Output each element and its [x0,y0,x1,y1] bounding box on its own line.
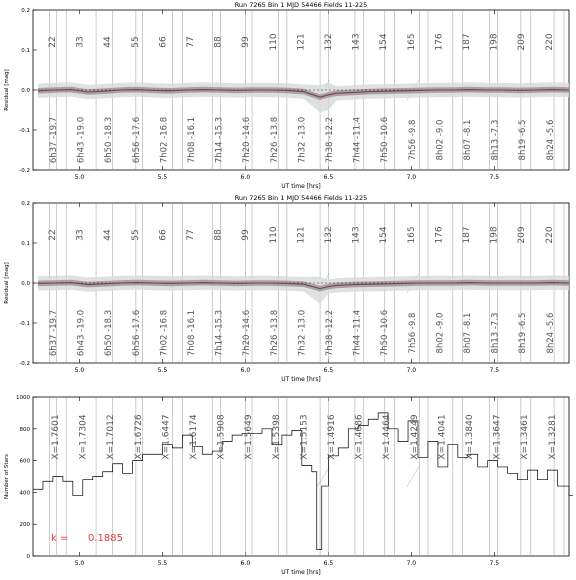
panel-3-y-tick-label: 800 [19,426,30,433]
airmass-label: X=1.4249 [409,414,420,460]
airmass-label: X=1.7012 [106,414,117,460]
panel-1-coordinate-label: 7h56 -9.8 [407,119,418,161]
panel-2-field-number: 33 [75,229,86,241]
panel-2-field-number: 220 [544,226,555,244]
panel-1-field-number: 33 [75,36,86,48]
airmass-label: X=1.7601 [51,414,61,460]
panel-1-x-tick-label: 6.0 [240,174,251,181]
panel-1-x-tick-label: 7.0 [406,174,417,181]
panel-2-field-number: 121 [296,226,307,244]
panel-1-field-number: 143 [351,33,362,51]
panel-1-field-number: 176 [434,33,445,51]
panel-2-field-number: 187 [462,226,472,244]
panel-1-coordinate-label: 7h08 -16.1 [187,116,197,164]
airmass-label: X=1.5908 [216,414,227,460]
panel-1-coordinate-label: 7h26 -13.8 [269,116,280,164]
airmass-label: X=1.3281 [547,414,558,460]
panel-1-field-number: 77 [186,36,196,48]
panel-1-field-number: 198 [489,33,500,51]
panel-3-x-tick-label: 5.5 [157,560,168,567]
panel-2-coordinate-label: 7h20 -14.6 [242,309,253,357]
panel-1-field-number: 121 [296,33,307,51]
panel-1-field-number: 132 [324,33,334,51]
panel-2-x-tick-label: 7.0 [406,367,417,374]
panel-1-x-tick-label: 5.0 [74,174,85,181]
panel-1-coordinate-label: 6h56 -17.6 [131,116,142,164]
panel-2-y-tick-label: -0.1 [19,321,30,327]
panel-1-field-number: 220 [544,33,555,51]
panel-1-y-tick-label: 0.0 [21,88,30,94]
airmass-label: X=1.4686 [354,414,365,460]
panel-2-field-number: 198 [489,226,500,244]
panel-1-coordinate-label: 7h44 -11.4 [352,116,363,164]
panel-2-field-number: 110 [268,226,279,244]
panel-1-coordinate-label: 6h50 -18.3 [104,116,115,164]
panel-2-coordinate-label: 6h50 -18.3 [104,309,115,357]
panel-2-field-number: 176 [434,226,445,244]
panel-1-coordinate-label: 6h37 -19.7 [49,116,59,164]
airmass-label: X=1.5153 [299,414,310,460]
panel-2-field-number: 154 [379,226,390,244]
panel-2-x-tick-label: 5.0 [74,367,85,374]
panel-2-coordinate-label: 6h43 -19.0 [76,309,87,357]
panel-2-coordinate-label: 7h38 -12.2 [325,309,335,357]
airmass-label: X=1.4916 [327,414,337,460]
panel-2-x-tick-label: 6.5 [323,367,334,374]
panel-3-y-axis-label: Number of Stars [4,453,10,500]
panel-1-coordinate-label: 8h07 -8.1 [463,119,473,161]
panel-2-x-axis-label: UT time [hrs] [281,376,321,383]
panel-2-field-number: 44 [103,229,114,241]
panel-2-coordinate-label: 7h26 -13.8 [269,309,280,357]
panel-1-title: Run 7265 Bin 1 MJD 54466 Fields 11-225 [234,1,368,9]
panel-2-field-number: 132 [324,226,334,244]
panel-3-x-tick-label: 5.0 [74,560,85,567]
panel-1-x-tick-label: 6.5 [323,174,334,181]
airmass-label: X=1.5649 [244,414,255,460]
panel-3-x-tick-label: 6.0 [240,560,251,567]
panel-1-y-axis-label: Residual [mag] [4,69,10,111]
panel-2-coordinate-label: 7h08 -16.1 [187,309,197,357]
panel-1-coordinate-label: 8h24 -5.6 [545,119,556,161]
panel-1-field-number: 165 [406,33,417,51]
panel-2-y-tick-label: 0.0 [21,281,30,287]
panel-1-field-number: 110 [268,33,279,51]
panel-3-x-tick-label: 7.0 [406,560,417,567]
panel-1-coordinate-label: 7h38 -12.2 [325,116,335,164]
panel-2-field-number: 66 [158,229,169,241]
panel-1-field-number: 22 [48,36,58,48]
panel-2-coordinate-label: 7h50 -10.6 [380,309,391,357]
panel-3-x-tick-label: 6.5 [323,560,334,567]
airmass-label: X=1.3840 [465,414,475,460]
panel-1-coordinate-label: 6h43 -19.0 [76,116,87,164]
panel-1-y-tick-label: 0.2 [21,8,30,14]
panel-2-y-tick-label: -0.2 [19,361,30,367]
panel-3-x-axis-label: UT time [hrs] [281,569,321,576]
panel-1-x-axis-label: UT time [hrs] [281,183,321,190]
panel-2-coordinate-label: 7h44 -11.4 [352,309,363,357]
extinction-coefficient-label: k = [51,533,69,544]
panel-2-y-tick-label: 0.2 [21,201,30,207]
panel-1-field-number: 99 [241,36,252,48]
panel-1-field-number: 154 [379,33,390,51]
panel-1-coordinate-label: 8h13 -7.3 [490,119,501,161]
airmass-label: X=1.4041 [437,414,448,460]
airmass-label: X=1.3647 [492,414,503,460]
airmass-label: X=1.5398 [271,414,282,460]
panel-1-coordinate-label: 7h14 -15.3 [214,116,225,164]
panel-1-y-tick-label: -0.2 [19,168,30,174]
panel-1-coordinate-label: 7h02 -16.8 [159,116,170,164]
extinction-coefficient-value: 0.1885 [88,533,123,544]
airmass-label: X=1.3461 [520,414,531,460]
panel-3-diagonal-mark [407,467,419,487]
panel-2-field-number: 143 [351,226,362,244]
panel-2-field-number: 22 [48,229,58,241]
panel-3-y-tick-label: 1000 [16,395,30,401]
airmass-label: X=1.7304 [78,414,89,460]
panel-2-coordinate-label: 6h56 -17.6 [131,309,142,357]
panel-3-y-tick-label: 600 [19,458,30,465]
panel-3-y-tick-label: 200 [19,522,30,529]
panel-2-coordinate-label: 8h07 -8.1 [463,312,473,354]
panel-3-diagonal-mark [317,467,329,487]
panel-2-y-axis-label: Residual [mag] [4,262,10,304]
panel-2-coordinate-label: 8h13 -7.3 [490,312,501,354]
panel-1-x-tick-label: 5.5 [157,174,168,181]
panel-2-field-number: 209 [517,226,528,244]
panel-3-y-tick-label: 0 [26,554,30,560]
panel-2-coordinate-label: 8h19 -6.5 [518,312,529,354]
panel-2-x-tick-label: 6.0 [240,367,251,374]
panel-2-coordinate-label: 7h32 -13.0 [297,309,308,357]
airmass-label: X=1.6174 [189,414,199,460]
panel-2-x-tick-label: 7.5 [489,367,500,374]
panel-3-x-tick-label: 7.5 [489,560,500,567]
panel-1-x-tick-label: 7.5 [489,174,500,181]
panel-2-coordinate-label: 8h24 -5.6 [545,312,556,354]
panel-2-field-number: 77 [186,229,196,241]
panel-2-coordinate-label: 7h56 -9.8 [407,312,418,354]
panel-1-field-number: 88 [213,36,224,48]
panel-2-field-number: 88 [213,229,224,241]
panel-1-y-tick-label: -0.1 [19,128,30,134]
panel-2-y-tick-label: 0.1 [21,241,30,247]
panel-2-field-number: 55 [130,229,141,241]
panel-2-coordinate-label: 7h02 -16.8 [159,309,170,357]
airmass-label: X=1.6447 [161,414,172,460]
panel-1-field-number: 187 [462,33,472,51]
panel-1-coordinate-label: 8h19 -6.5 [518,119,529,161]
panel-2-title: Run 7265 Bin 1 MJD 54466 Fields 11-225 [234,194,368,202]
panel-3-y-tick-label: 400 [19,490,30,497]
panel-1-y-tick-label: 0.1 [21,48,30,54]
airmass-label: X=1.4464 [382,414,393,460]
panel-2-coordinate-label: 7h14 -15.3 [214,309,225,357]
panel-2-field-number: 165 [406,226,417,244]
panel-2-coordinate-label: 8h02 -9.0 [435,312,446,354]
panel-2-x-tick-label: 5.5 [157,367,168,374]
panel-1-field-number: 66 [158,36,169,48]
panel-2-field-number: 99 [241,229,252,241]
panel-2-coordinate-label: 6h37 -19.7 [49,309,59,357]
panel-1-field-number: 44 [103,36,114,48]
panel-1-coordinate-label: 7h32 -13.0 [297,116,308,164]
panel-1-field-number: 209 [517,33,528,51]
panel-1-coordinate-label: 8h02 -9.0 [435,119,446,161]
airmass-label: X=1.6726 [133,414,144,460]
panel-1-coordinate-label: 7h50 -10.6 [380,116,391,164]
panel-1-coordinate-label: 7h20 -14.6 [242,116,253,164]
panel-1-field-number: 55 [130,36,141,48]
